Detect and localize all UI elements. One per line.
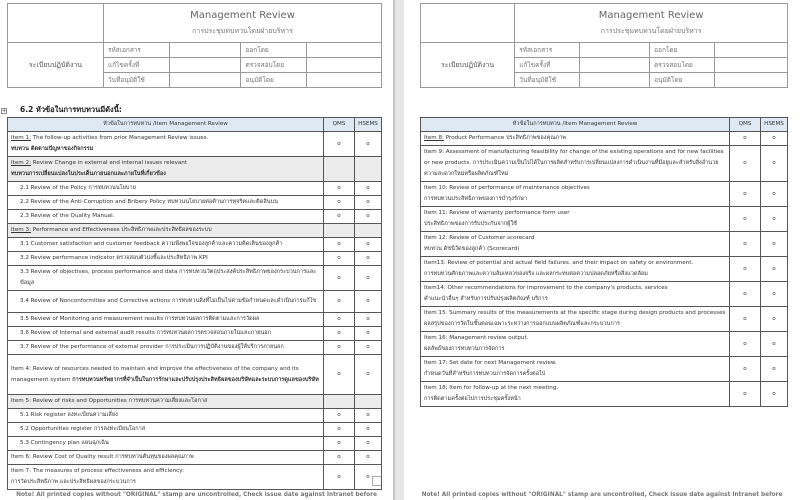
table-row [8,395,382,409]
item-text-en: Performance and Effectiveness ประสิทธิภาพและประสิทธิผลของระบบ [30,227,212,233]
item-text-th: การทบทวนทรัพยากรที่จำเป็นในการรักษาและปรับปรุงประสิทธิผลของบริษัทและระบบการดูแลของบริษัท [72,376,319,383]
hsems-cell[interactable] [761,182,788,207]
hsems-cell[interactable] [355,132,382,157]
item-cell [8,182,324,196]
item-text-en: Item 5: Review of risks and Opportunities การทบทวนความเสี่ยงและโอกาส [11,398,208,404]
item-text-en: Item13: Review of potential and actual field failures. and their impact on safety or environment. [424,260,694,266]
qms-cell[interactable] [324,327,355,341]
document-header-table [420,3,788,88]
item-text-th: ทบทวน ติดตามปัญหาของกิจกรรม [11,146,94,152]
check-mark: o [743,315,747,322]
item-text-en: Item 6: Review Cost of Quality result การทบทวนต้นทุนของผลคุณภาพ [11,454,194,460]
hsems-cell[interactable] [355,341,382,355]
item-cell [8,210,324,224]
footer-note: Note! All printed copies without "ORIGINAL" stamp are uncontrolled, Check issue date against Intranet before [421,492,783,498]
qms-cell[interactable] [324,451,355,465]
table-row [8,437,382,451]
signer-label: ตรวจสอบโดย [650,58,715,73]
hsems-cell[interactable] [355,423,382,437]
qms-cell[interactable] [324,196,355,210]
table-row [8,196,382,210]
field-label: รหัสเอกสาร [515,43,580,58]
check-mark: o [772,315,776,322]
table-row [8,291,382,313]
review-items-table [420,117,788,407]
check-mark: o [366,140,370,147]
check-mark: o [772,240,776,247]
item-cell [421,282,730,307]
page-divider [393,0,395,500]
item-cell [8,238,324,252]
document-page-1 [0,0,393,500]
item-text-en: Item 16: Management review output. [424,335,529,341]
hsems-cell[interactable] [761,146,788,182]
check-mark: o [366,371,370,377]
check-mark: o [366,473,370,480]
item-text-en: 5.1 Risk register ลงทะเบียนความเสี่ยง [20,412,118,418]
qms-cell[interactable] [324,291,355,313]
table-row [8,252,382,266]
item-text-en: Item 4: Review of resources needed to maintain and improve the effectiveness of the company and its management system [11,365,299,383]
check-mark: o [337,371,341,377]
check-mark: o [337,185,341,191]
qms-cell[interactable] [324,182,355,196]
qms-cell[interactable] [324,355,355,395]
item-cell [8,465,324,490]
check-mark: o [772,340,776,347]
hsems-cell[interactable] [355,451,382,465]
hsems-cell[interactable] [761,307,788,332]
check-mark: o [743,135,747,141]
table-row [421,282,788,307]
field-label: รหัสเอกสาร [104,43,170,58]
qms-cell[interactable] [324,313,355,327]
check-mark: o [772,265,776,272]
item-cell [421,132,730,146]
item-cell [421,307,730,332]
field-label: แก้ไขครั้งที่ [515,58,580,73]
column-header-item: หัวข้อในการทบทวน /Item Management Review [421,118,730,132]
check-mark: o [772,215,776,222]
table-row [8,313,382,327]
item-text-en: Item 17: Set date for next Management review. [424,360,557,366]
hsems-cell[interactable] [355,395,382,409]
qms-cell[interactable] [730,182,761,207]
qms-cell[interactable] [730,307,761,332]
hsems-cell[interactable] [355,157,382,182]
item-number: Item 1: [11,135,31,141]
check-mark: o [366,298,370,304]
hsems-cell[interactable] [355,409,382,423]
item-text-th: การทบทวนประสิทธิภาพของการบำรุงรักษา [424,196,528,202]
item-text-en: Item 15. Summary results of the measurements at the specific stage during design products and processes ผลสรุปของการวัดในขั้นตอนเฉพาะระหว่างการออกแบบผลิตภัณฑ์และกระบวนการ [424,310,726,327]
check-mark: o [743,265,747,272]
signer-label: ตรวจสอบโดย [241,58,307,73]
item-cell [8,327,324,341]
item-cell [8,409,324,423]
check-mark: o [337,473,341,480]
table-row [421,232,788,257]
qms-cell[interactable] [324,266,355,291]
document-title: Management Review การประชุมทบทวนโดยฝ่ายบริหาร [515,4,788,43]
check-mark: o [743,390,747,397]
item-text-th: ผลลัพธ์ของการทบทวนการจัดการ [424,346,505,352]
hsems-cell[interactable] [355,224,382,238]
check-mark: o [772,290,776,297]
qms-cell[interactable] [730,357,761,382]
hsems-cell[interactable] [355,291,382,313]
item-cell [8,252,324,266]
qms-cell[interactable] [324,465,355,490]
qms-cell[interactable] [324,409,355,423]
qms-cell[interactable] [730,382,761,407]
hsems-cell[interactable] [355,266,382,291]
check-mark: o [743,240,747,247]
check-mark: o [337,298,341,304]
check-mark: o [743,340,747,347]
qms-cell[interactable] [324,423,355,437]
check-mark: o [743,215,747,222]
qms-cell[interactable] [324,157,355,182]
item-number: Item 8: [424,135,444,141]
item-text-th: ประสิทธิภาพของการรับประกันจากผู้ใช้ [424,221,517,227]
item-cell [8,313,324,327]
check-mark: o [366,454,370,460]
check-mark: o [366,426,370,432]
qms-cell[interactable] [730,207,761,232]
check-mark: o [772,135,776,141]
hsems-cell[interactable] [355,196,382,210]
check-mark: o [366,213,370,219]
item-cell [8,157,324,182]
signer-label: ออกโดย [241,43,307,58]
hsems-cell[interactable] [355,238,382,252]
check-mark: o [772,160,776,166]
table-row [421,357,788,382]
field-label: วันที่อนุมัติใช้ [104,73,170,88]
procedure-label: ระเบียบปฏิบัติงาน [421,43,515,88]
qms-cell[interactable] [324,341,355,355]
table-row [8,423,382,437]
column-header-qms: QMS [730,118,761,132]
table-row [421,332,788,357]
check-mark: o [366,412,370,418]
qms-cell[interactable] [324,210,355,224]
check-mark: o [337,213,341,219]
qms-cell[interactable] [730,257,761,282]
item-text-en: 2.2 Review of the Anti-Corruption and Bribery Policy ทบทวนนโยบายต่อต้านการทุจริตและติดสินบน [20,199,278,205]
item-cell [421,382,730,407]
hsems-cell[interactable] [761,207,788,232]
table-row [8,210,382,224]
item-cell [421,257,730,282]
qms-cell[interactable] [730,332,761,357]
item-text-en: Item 11: Review of warranty performance form user [424,210,570,216]
item-cell [8,132,324,157]
item-text-en: Item14: Other recommendations for improvement to the company's products, services [424,285,668,291]
check-mark: o [337,330,341,336]
item-text-en: Item 9: Assessment of manufacturing feasibility for change of the existing operations and for new facilities or new products. การประเมินความเป็นไปได้ในการผลิตสำหรับการเปลี่ยนแปลงการดำเนินงานที่มีอยู่และสำหรับสิ่งอำนวยความสะดวกใหม่หรือผลิตภัณฑ์ใหม่ [424,149,724,177]
table-anchor-icon[interactable]: + [2,108,7,114]
check-mark: o [337,454,341,460]
table-row [421,307,788,332]
check-mark: o [366,330,370,336]
item-text-th: กำหนดวันที่สำหรับการทบทวนการจัดการครั้งต่อไป [424,371,546,377]
check-mark: o [337,440,341,446]
item-text-en: 3.1 Customer satisfaction and customer feedback ความพึงพอใจของลูกค้าและความคิดเห็นของลูกค้า [20,241,283,247]
review-items-table [7,117,382,490]
item-number: Item 2: [11,160,31,166]
qms-cell[interactable] [324,238,355,252]
hsems-cell[interactable] [355,465,382,490]
item-cell [8,451,324,465]
item-text-th: การวัดประสิทธิภาพ และประสิทธิผลของกระบวนการ [11,479,136,485]
check-mark: o [366,199,370,205]
hsems-cell[interactable] [355,182,382,196]
check-mark: o [337,412,341,418]
check-mark: o [366,440,370,446]
check-mark: o [366,344,370,350]
check-mark: o [337,255,341,261]
item-text-th: คำแนะนำอื่นๆ สำหรับการปรับปรุงผลิตภัณฑ์ บริการ [424,296,548,302]
table-row [8,409,382,423]
qms-cell[interactable] [324,224,355,238]
check-mark: o [743,190,747,197]
hsems-cell[interactable] [355,327,382,341]
table-row [8,451,382,465]
table-row [8,132,382,157]
section-title: 6.2 หัวข้อในการทบทวนมีดังนี้: [20,105,122,114]
item-text-en: The follow-up activities from prior Management Review issues. [30,135,209,141]
item-text-en: 3.7 Review of the performance of external provider การประเมินการปฏิบัติงานของผู้ให้บริการภายนอก [20,344,284,350]
item-number: Item 3: [11,227,31,233]
check-mark: o [743,160,747,166]
table-row [8,238,382,252]
column-header-qms: QMS [324,118,355,132]
item-text-en: Item 7: The measures of process effectiveness and efficiency: [11,468,184,474]
item-text-th: การทบทวนศักยภาพและความล้มเหลวของจริง และผลกระทบต่อความปลอดภัยหรือสิ่งแวดล้อม [424,271,648,277]
hsems-cell[interactable] [355,355,382,395]
table-row [421,132,788,146]
table-row [8,355,382,395]
signer-label: อนุมัติโดย [650,73,715,88]
hsems-cell[interactable] [355,210,382,224]
item-cell [421,207,730,232]
check-mark: o [772,365,776,372]
qms-cell[interactable] [324,437,355,451]
table-row [8,341,382,355]
table-row [8,327,382,341]
item-text-en: 5.3 Contingency plan แผนฉุกเฉิน [20,440,109,446]
signer-label: ออกโดย [650,43,715,58]
table-row [8,157,382,182]
item-cell [421,182,730,207]
column-header-item: หัวข้อในการทบทวน /Item Management Review [8,118,324,132]
hsems-cell[interactable] [355,437,382,451]
item-text-th: ทบทวนการเปลี่ยนแปลงในประเด็นภายนอกและภายในที่เกี่ยวข้อง [11,171,166,177]
item-text-en: 3.3 Review of objectives, process performance and data การทบทวนวัตถุประสงค์ประสิทธิภาพของกระบวนการและข้อมูล [20,269,317,286]
document-title: Management Review การประชุมทบทวนโดยฝ่ายบริหาร [104,4,382,43]
table-row [421,382,788,407]
check-mark: o [337,274,341,281]
item-text-en: Review Change in external and internal issues relevant [30,160,188,166]
table-row [421,207,788,232]
item-cell [8,266,324,291]
item-cell [8,423,324,437]
item-cell [8,291,324,313]
hsems-cell[interactable] [761,132,788,146]
item-text-th: ทบทวน ดัชนีวัดของลูกค้า (Scorecard) [424,246,520,252]
hsems-cell[interactable] [761,282,788,307]
item-text-en: Item 12: Review of Customer scorecard [424,235,535,241]
field-label: วันที่อนุมัติใช้ [515,73,580,88]
hsems-cell[interactable] [761,332,788,357]
item-cell [8,341,324,355]
check-mark: o [337,140,341,147]
check-mark: o [337,316,341,322]
document-header-table [7,3,382,88]
hsems-cell[interactable] [761,357,788,382]
table-row [421,257,788,282]
item-cell [8,196,324,210]
qms-cell[interactable] [730,146,761,182]
table-row [421,182,788,207]
check-mark: o [743,290,747,297]
check-mark: o [337,199,341,205]
table-row [8,266,382,291]
qms-cell[interactable] [324,132,355,157]
footer-note: Note! All printed copies without "ORIGINAL" stamp are uncontrolled, Check issue date against Intranet before [16,492,377,498]
item-cell [8,224,324,238]
item-cell [421,146,730,182]
document-page-2 [404,0,800,500]
check-mark: o [337,344,341,350]
check-mark: o [366,316,370,322]
check-mark: o [743,365,747,372]
item-cell [421,232,730,257]
qms-cell[interactable] [730,282,761,307]
check-mark: o [366,274,370,281]
field-label: แก้ไขครั้งที่ [104,58,170,73]
check-mark: o [366,241,370,247]
check-mark: o [337,426,341,432]
table-row [421,146,788,182]
hsems-cell[interactable] [761,382,788,407]
item-text-en: 2.1 Review of the Policy การทบทวนนโยบาย [20,185,136,191]
signer-label: อนุมัติโดย [241,73,307,88]
table-row [8,182,382,196]
procedure-label: ระเบียบปฏิบัติงาน [8,43,104,88]
check-mark: o [772,190,776,197]
hsems-cell[interactable] [761,257,788,282]
hsems-cell[interactable] [761,232,788,257]
qms-cell[interactable] [730,232,761,257]
item-text-th: การติดตามครั้งต่อไปการประชุมครั้งหน้า [424,396,521,402]
qms-cell[interactable] [324,395,355,409]
check-mark: o [337,241,341,247]
item-text-en: 3.6 Review of Internal and external audit results การทบทวนผลการตรวจสอบภายในและภายนอก [20,330,271,336]
item-cell [421,332,730,357]
item-text-en: 3.5 Review of Monitoring and measurement results การทบทวนผลการติดตามและการวัดผล [20,316,260,322]
hsems-cell[interactable] [355,252,382,266]
item-text-en: Product Performance ประสิทธิภาพของคุณภาพ [443,135,566,141]
table-row [8,465,382,490]
item-cell [8,355,324,395]
qms-cell[interactable] [730,132,761,146]
item-cell [8,437,324,451]
column-header-hsems: HSEMS [355,118,382,132]
item-text-en: Item 18; Item for follow-up at the next meeting. [424,385,559,391]
item-text-en: 2.3 Review of the Quality Manual. [20,213,115,219]
item-cell [421,357,730,382]
column-header-hsems: HSEMS [761,118,788,132]
item-text-en: 5.2 Opportunities register การลงทะเบียนโอกาส [20,426,146,432]
check-mark: o [772,390,776,397]
item-text-en: 3.2 Review performance indicator ตรวจสอบตัวบ่งชี้และประสิทธิภาพ KPI [20,255,208,261]
hsems-cell[interactable] [355,313,382,327]
item-text-en: Item 10: Review of performance of maintenance objectives [424,185,590,191]
qms-cell[interactable] [324,252,355,266]
table-row [8,224,382,238]
check-mark: o [366,255,370,261]
check-mark: o [366,185,370,191]
item-text-en: 3.4 Review of Nonconformities and Corrective actions การทบทวนสิ่งที่ไม่เป็นไปตามข้อกำหนดและดำเนินการแก้ไข [20,298,317,304]
item-cell [8,395,324,409]
